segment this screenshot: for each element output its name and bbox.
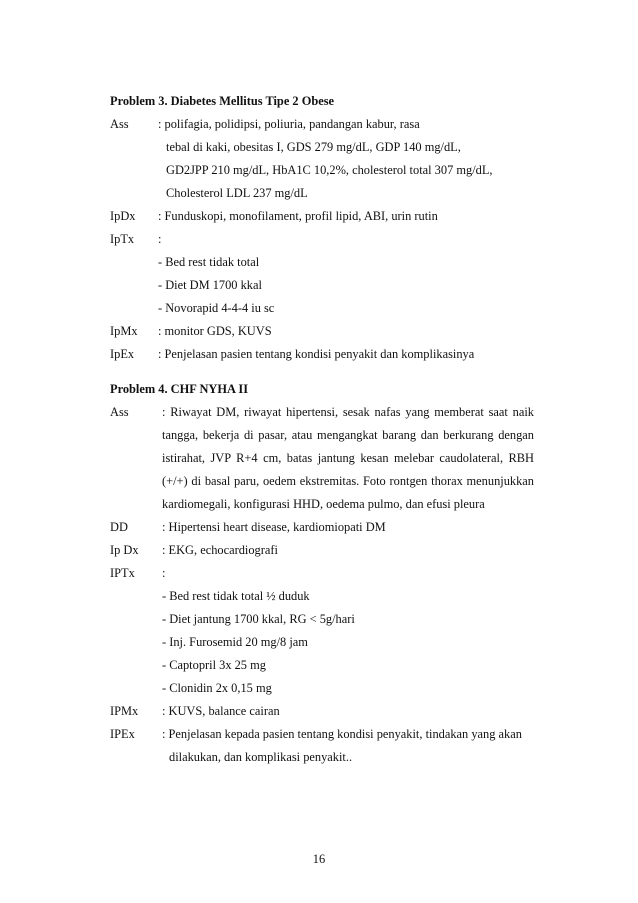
p4-iptx-item-4: - Captopril 3x 25 mg [162, 658, 266, 672]
p4-iptx-item-2: - Diet jantung 1700 kkal, RG < 5g/hari [162, 612, 355, 626]
page-number: 16 [312, 852, 326, 866]
p3-ass-line-4: Cholesterol LDL 237 mg/dL [166, 186, 308, 200]
p3-ipmx-label: IpMx [110, 324, 138, 338]
p4-ass-line-3: istirahat, JVP R+4 cm, batas jantung kesan melebar caudolateral, RBH [162, 451, 534, 465]
p3-ipex-text: : Penjelasan pasien tentang kondisi penyakit dan komplikasinya [158, 347, 475, 361]
p3-ipmx-text: : monitor GDS, KUVS [158, 324, 272, 338]
p4-ass-line-1: : Riwayat DM, riwayat hipertensi, sesak nafas yang memberat saat naik [162, 405, 534, 419]
p3-ass-label: Ass [110, 117, 129, 131]
p3-iptx-label: IpTx [110, 232, 135, 246]
p4-ass-label: Ass [110, 405, 129, 419]
p3-ass-line-3: GD2JPP 210 mg/dL, HbA1C 10,2%, cholesterol total 307 mg/dL, [166, 163, 493, 177]
p4-ipex-line-2: dilakukan, dan komplikasi penyakit.. [169, 750, 353, 764]
p3-ipex-label: IpEx [110, 347, 135, 361]
p4-ipmx-label: IPMx [110, 704, 139, 718]
p4-ipex-label: IPEx [110, 727, 135, 741]
p3-iptx-item-1: - Bed rest tidak total [158, 255, 260, 269]
p4-ipdx-label: Ip Dx [110, 543, 139, 557]
problem3-title: Problem 3. Diabetes Mellitus Tipe 2 Obese [110, 94, 335, 108]
p4-dd-label: DD [110, 520, 128, 534]
p3-iptx-item-2: - Diet DM 1700 kkal [158, 278, 262, 292]
p4-ipdx-text: : EKG, echocardiografi [162, 543, 278, 557]
p4-dd-text: : Hipertensi heart disease, kardiomiopati DM [162, 520, 386, 534]
p4-iptx-colon: : [162, 566, 166, 580]
p3-iptx-item-3: - Novorapid 4-4-4 iu sc [158, 301, 275, 315]
p4-iptx-item-3: - Inj. Furosemid 20 mg/8 jam [162, 635, 308, 649]
p3-ipdx-label: IpDx [110, 209, 136, 223]
problem4-title: Problem 4. CHF NYHA II [110, 382, 249, 396]
p4-ass-line-4: (+/+) di basal paru, oedem ekstremitas. Foto rontgen thorax menunjukkan [162, 474, 534, 488]
p4-iptx-item-5: - Clonidin 2x 0,15 mg [162, 681, 272, 695]
p4-ass-line-5: kardiomegali, konfigurasi HHD, oedema pulmo, dan efusi pleura [162, 497, 485, 511]
p4-ass-line-2: tangga, bekerja di pasar, atau mengangkat barang dan berkurang dengan [162, 428, 534, 442]
p3-iptx-colon: : [158, 232, 162, 246]
p4-ipex-line-1: : Penjelasan kepada pasien tentang kondisi penyakit, tindakan yang akan [162, 727, 522, 741]
p4-iptx-label: IPTx [110, 566, 135, 580]
p4-ipmx-text: : KUVS, balance cairan [162, 704, 280, 718]
p3-ass-line-2: tebal di kaki, obesitas I, GDS 279 mg/dL, GDP 140 mg/dL, [166, 140, 461, 154]
p3-ass-line-1: : polifagia, polidipsi, poliuria, pandangan kabur, rasa [158, 117, 420, 131]
p4-iptx-item-1: - Bed rest tidak total ½ duduk [162, 589, 310, 603]
p3-ipdx-text: : Funduskopi, monofilament, profil lipid, ABI, urin rutin [158, 209, 438, 223]
